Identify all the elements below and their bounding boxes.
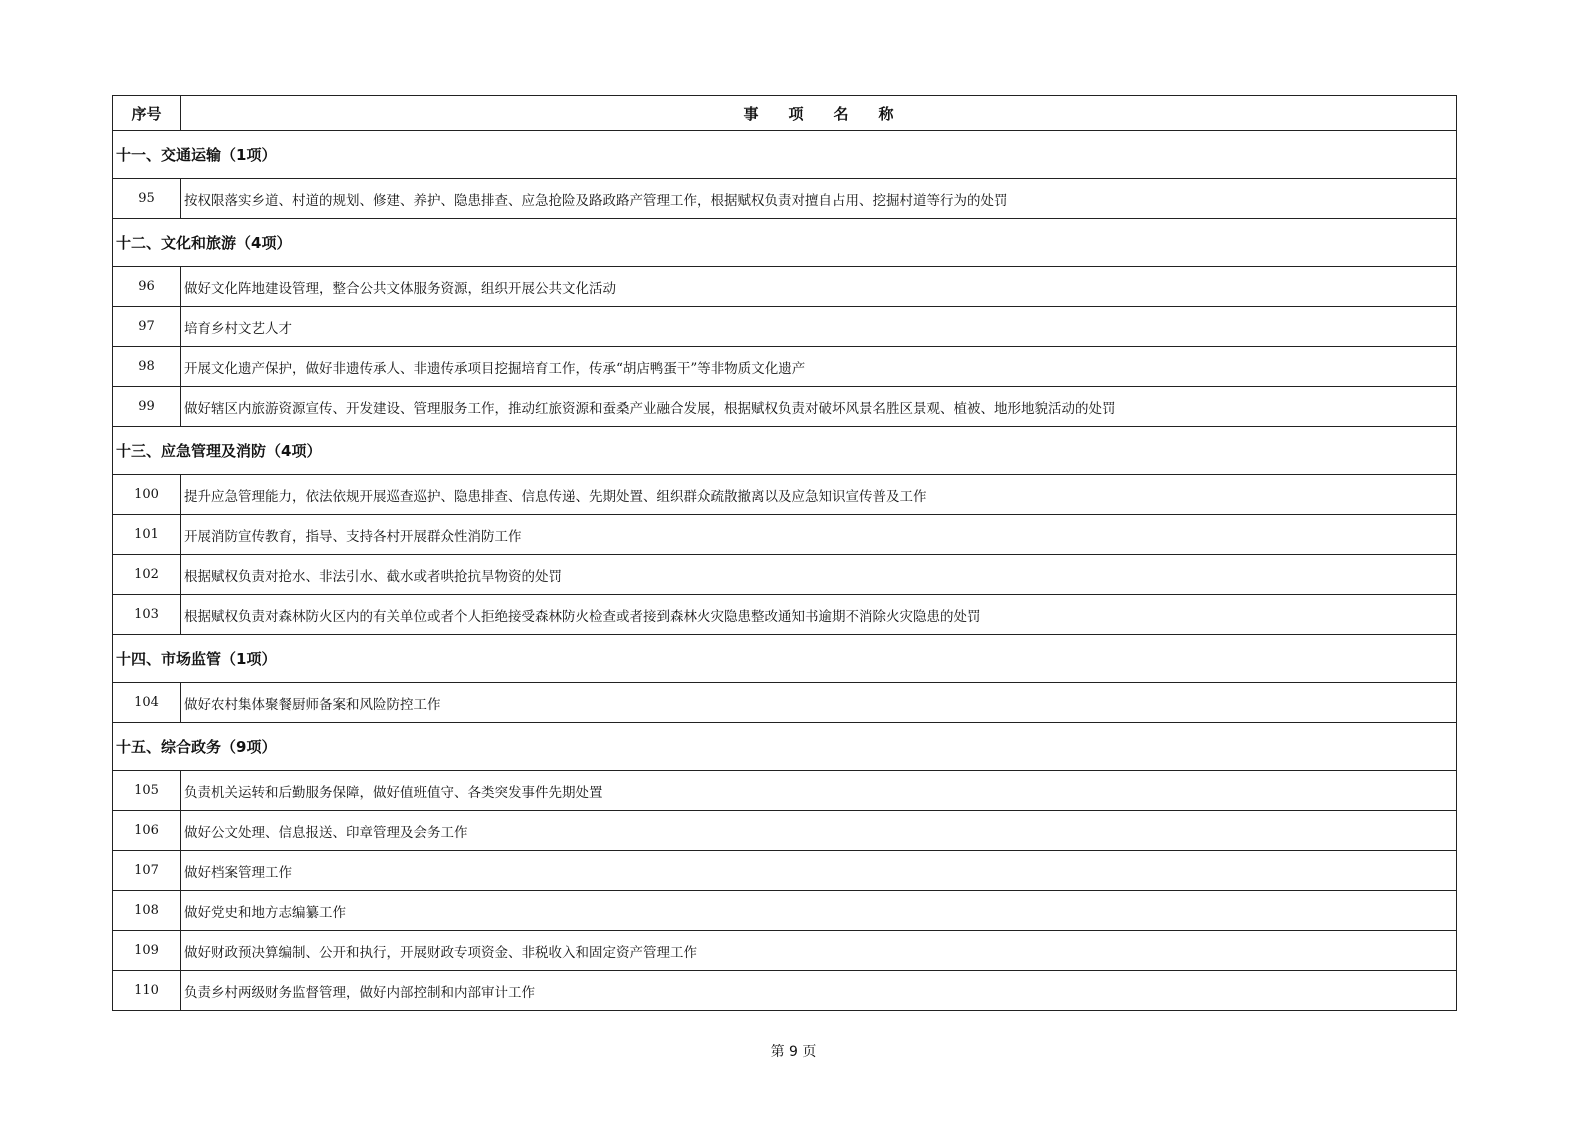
item-serial-number: 107 <box>113 851 181 891</box>
table-row <box>113 555 1457 595</box>
item-name: 根据赋权负责对森林防火区内的有关单位或者个人拒绝接受森林防火检查或者接到森林火灾隐患整改通知书逾期不消除火灾隐患的处罚 <box>181 595 1457 635</box>
item-serial-number: 95 <box>113 179 181 219</box>
item-serial-number: 104 <box>113 683 181 723</box>
table-row <box>113 347 1457 387</box>
table-row <box>113 771 1457 811</box>
header-item-name: 事 项 名 称 <box>181 96 1457 131</box>
item-serial-number: 98 <box>113 347 181 387</box>
item-name: 做好公文处理、信息报送、印章管理及会务工作 <box>181 811 1457 851</box>
section-title: 十三、应急管理及消防（4项） <box>113 427 1457 475</box>
section-title: 十五、综合政务（9项） <box>113 723 1457 771</box>
item-name: 做好财政预决算编制、公开和执行，开展财政专项资金、非税收入和固定资产管理工作 <box>181 931 1457 971</box>
table-header-row <box>113 96 1457 131</box>
section-title: 十四、市场监管（1项） <box>113 635 1457 683</box>
table-row <box>113 307 1457 347</box>
table-row <box>113 931 1457 971</box>
item-name: 负责乡村两级财务监督管理，做好内部控制和内部审计工作 <box>181 971 1457 1011</box>
item-name: 根据赋权负责对抢水、非法引水、截水或者哄抢抗旱物资的处罚 <box>181 555 1457 595</box>
item-name: 做好党史和地方志编纂工作 <box>181 891 1457 931</box>
item-serial-number: 105 <box>113 771 181 811</box>
item-serial-number: 97 <box>113 307 181 347</box>
item-name: 做好农村集体聚餐厨师备案和风险防控工作 <box>181 683 1457 723</box>
item-name: 按权限落实乡道、村道的规划、修建、养护、隐患排查、应急抢险及路政路产管理工作，根据赋权负责对擅自占用、挖掘村道等行为的处罚 <box>181 179 1457 219</box>
item-serial-number: 108 <box>113 891 181 931</box>
section-header-row <box>113 635 1457 683</box>
table-row <box>113 515 1457 555</box>
table-row <box>113 811 1457 851</box>
item-name: 提升应急管理能力，依法依规开展巡查巡护、隐患排查、信息传递、先期处置、组织群众疏散撤离以及应急知识宣传普及工作 <box>181 475 1457 515</box>
table-row <box>113 851 1457 891</box>
table-row <box>113 891 1457 931</box>
item-serial-number: 106 <box>113 811 181 851</box>
table-row <box>113 179 1457 219</box>
item-name: 培育乡村文艺人才 <box>181 307 1457 347</box>
item-list-table <box>112 95 1457 1011</box>
table-row <box>113 387 1457 427</box>
page-number: 第 9 页 <box>770 1044 817 1060</box>
item-serial-number: 110 <box>113 971 181 1011</box>
header-serial-number: 序号 <box>113 96 181 131</box>
item-serial-number: 109 <box>113 931 181 971</box>
section-title: 十二、文化和旅游（4项） <box>113 219 1457 267</box>
item-name: 开展文化遗产保护，做好非遗传承人、非遗传承项目挖掘培育工作，传承“胡店鸭蛋干”等非物质文化遗产 <box>181 347 1457 387</box>
item-name: 做好档案管理工作 <box>181 851 1457 891</box>
item-serial-number: 99 <box>113 387 181 427</box>
section-header-row <box>113 723 1457 771</box>
item-name: 做好文化阵地建设管理，整合公共文体服务资源，组织开展公共文化活动 <box>181 267 1457 307</box>
item-serial-number: 100 <box>113 475 181 515</box>
table-row <box>113 971 1457 1011</box>
item-name: 负责机关运转和后勤服务保障，做好值班值守、各类突发事件先期处置 <box>181 771 1457 811</box>
section-header-row <box>113 131 1457 179</box>
item-serial-number: 103 <box>113 595 181 635</box>
section-title: 十一、交通运输（1项） <box>113 131 1457 179</box>
item-serial-number: 96 <box>113 267 181 307</box>
item-name: 开展消防宣传教育，指导、支持各村开展群众性消防工作 <box>181 515 1457 555</box>
item-serial-number: 102 <box>113 555 181 595</box>
section-header-row <box>113 219 1457 267</box>
table-row <box>113 267 1457 307</box>
table-row <box>113 475 1457 515</box>
table-row <box>113 595 1457 635</box>
item-name: 做好辖区内旅游资源宣传、开发建设、管理服务工作，推动红旅资源和蚕桑产业融合发展，根据赋权负责对破坏风景名胜区景观、植被、地形地貌活动的处罚 <box>181 387 1457 427</box>
section-header-row <box>113 427 1457 475</box>
table-row <box>113 683 1457 723</box>
item-serial-number: 101 <box>113 515 181 555</box>
